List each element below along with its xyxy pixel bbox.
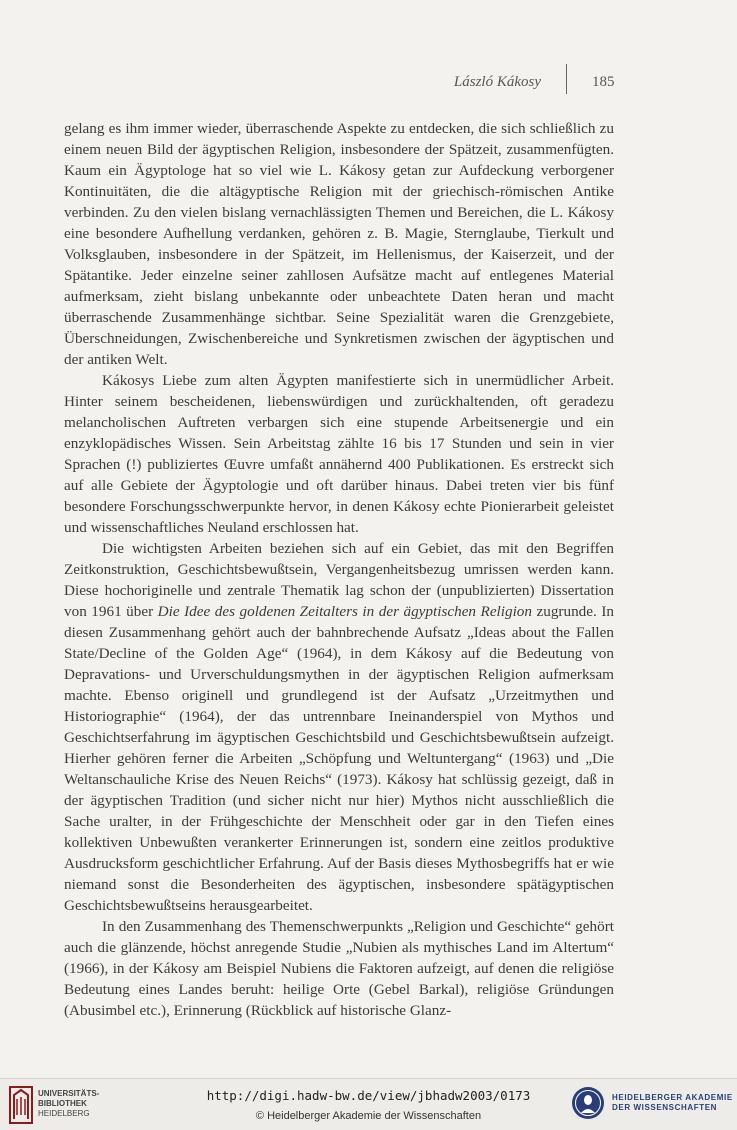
running-header [0,72,737,96]
text-run: In den Zusammenhang des Themenschwerpunkts „Religion und Geschichte“ gehört auch die glänzende, höchst anregende Studie „Nubien als mythisches Land im Altertum“ (1966), in der Kákosy am Beispiel Nubiens die Faktoren aufzeigt, auf denen die religiöse Bedeutung eines Landes beruht: heilige Orte (Gebel Barkal), religiöse Gründungen (Abusimbel etc.), Erinnerung (Rückblick auf historische Glanz- [64,918,614,1019]
running-header-author: László Kákosy [453,74,541,90]
academy-seal-icon[interactable] [570,1085,606,1121]
text-run: gelang es ihm immer wieder, überraschende Aspekte zu entdecken, die sich schließlich zu einem neuen Bild der ägyptischen Religion, insbesondere der Spätzeit, zusammenfügten. Kaum ein Ägyptologe hat so viel wie L. Kákosy getan zur Aufdeckung verborgener Kontinuitäten, die die altägyptische Religion mit der griechisch-römischen Antike verbinden. Zu den vielen bislang vernachlässigten Themen und Bereichen, die L. Kákosy eine besondere Aufhellung verdanken, gehören z. B. Magie, Sternglaube, Tierkult und Volksglauben, insbesondere in der Spätzeit, im Hellenismus, der Kaiserzeit, und der Spätantike. Jeder einzelne seiner zahllosen Aufsätze macht auf entlegenes Material aufmerksam, zieht bislang unbekannte oder unbeachtete Daten heran und macht überraschende Zusammenhänge sichtbar. Seine Spezialität waren die Grenzgebiete, Überschneidungen, Zwischenbereiche und Synkretismen zwischen der ägyptischen und der antiken Welt. [64,120,614,368]
academy-line: DER WISSENSCHAFTEN [612,1103,718,1112]
library-line: BIBLIOTHEK [38,1099,87,1108]
italic-title: Die Idee des goldenen Zeitalters in der ägyptischen Religion [157,603,532,620]
paragraph [64,118,614,370]
header-divider [566,64,567,94]
paragraph [64,370,614,538]
copyright-notice: © Heidelberger Akademie der Wissenschaften [255,1110,482,1122]
library-line: HEIDELBERG [38,1109,90,1118]
permalink-url[interactable]: http://digi.hadw-bw.de/view/jbhadw2003/0173 [206,1088,531,1103]
footer-bar [0,1078,737,1130]
text-run: zugrunde. In diesen Zusammenhang gehört auch der bahnbrechende Aufsatz „Ideas about the Fallen State/Decline of the Golden Age“ (1964), in dem Kákosy auf die Bedeutung von Depravations- und Urverschuldungsmythen in der ägyptischen Religion aufmerksam machte. Ebenso originell und grundlegend ist der Aufsatz „Urzeitmythen und Historiographie“ (1964), der das untrennbare Ineinanderspiel von Mythos und Geschichtserfahrung im ägyptischen Geschichtsbild und Geschichtsbewußtsein aufzeigt. Hierher gehören ferner die Arbeiten „Schöpfung und Weltuntergang“ (1963) und „Die Weltanschauliche Krise des Neuen Reichs“ (1973). Kákosy hat schlüssig gezeigt, daß in der ägyptischen Tradition (und sicher nicht nur hier) Mythos nicht ausschließlich die Sache uralter, in der Frühgeschichte der Menschheit oder gar in den Tiefen eines kollektiven Unbewußten verankerter Erinnerungen ist, sondern eine zeitlos produktive Ausdrucksform geschichtlicher Erfahrung. Auf der Basis dieses Mythosbegriffs hat er wie niemand sonst die Besonderheiten des ägyptischen, insbesondere spätägyptischen Geschichtsbewußtseins herausgearbeitet. [64,603,614,914]
academy-name [612,1093,733,1113]
page-number: 185 [592,74,615,90]
text-run: Die wichtigsten Arbeiten beziehen sich auf ein Gebiet, das mit den Begriffen Zeitkonstruktion, Geschichtsbewußtsein, Vergangenheitsbezug umrissen werden kann. Diese hochoriginelle und zentrale Thematik lag schon der (unpublizierten) Dissertation von 1961 über [64,540,614,620]
paragraph [64,538,614,916]
academy-line: HEIDELBERGER AKADEMIE [612,1093,733,1102]
library-line: UNIVERSITÄTS- [38,1089,100,1098]
paragraph [64,916,614,1021]
body-text [64,118,614,1021]
text-run: Kákosys Liebe zum alten Ägypten manifestierte sich in unermüdlicher Arbeit. Hinter seinem bescheidenen, liebenswürdigen und zurückhaltenden, oft geradezu melancholischen Auftreten verbargen sich eine stupende Arbeitsenergie und ein enzyklopädisches Wissen. Sein Arbeitstag zählte 16 bis 17 Stunden und sein in vier Sprachen (!) publiziertes Œuvre umfaßt annähernd 400 Publikationen. Es erstreckt sich auf alle Gebiete der Ägyptologie und oft darüber hinaus. Dabei treten vier bis fünf besondere Forschungsschwerpunkte hervor, in denen Kákosy echte Pionierarbeit geleistet und wissenschaftliches Neuland erschlossen hat. [64,372,614,536]
